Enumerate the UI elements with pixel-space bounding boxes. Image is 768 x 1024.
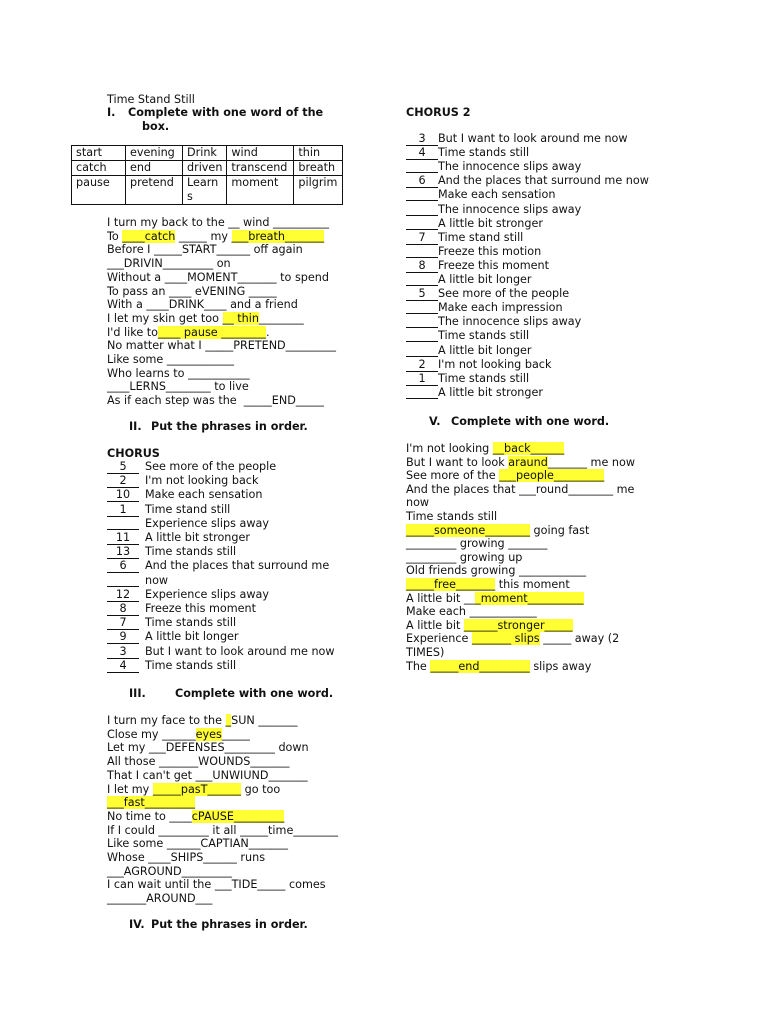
order-number-blank: 1 [107,504,139,517]
order-number-blank [406,245,438,258]
order-phrase: A little bit stronger [438,216,543,230]
word-box-cell: Learn s [183,176,227,205]
order-number [406,301,438,314]
order-number-blank: 5 [107,461,139,474]
order-phrase: Experience slips away [145,516,269,530]
section-1-heading-line1: Complete with one word of the [128,106,324,119]
order-phrase: See more of the people [145,460,277,473]
lyric-text: I turn my face to the [107,714,226,727]
order-phrase: Time stands still [438,371,530,385]
word-box-cell: start [72,146,126,161]
order-number [107,488,139,502]
lyric-line [107,298,298,311]
order-number [406,358,438,372]
word-box-cell: moment [227,176,294,205]
order-number-blank: 6 [406,175,438,188]
highlighted-answer: ____ pause ________ [158,325,266,339]
lyric-text: Old friends growing ____________ [406,564,587,578]
lyric-line [406,646,444,659]
order-phrase: A little bit longer [145,630,239,644]
lyric-text: Time stands still [406,510,498,523]
order-phrase: Freeze this moment [438,258,550,272]
order-phrase: Make each sensation [438,188,556,202]
lyric-line [107,824,338,837]
highlighted-answer: ______stronger_____ [463,618,573,632]
word-box-table [71,145,343,205]
lyric-text: _____ away (2 [539,632,620,646]
order-phrase: And the places that surround me [145,559,330,573]
lyric-text: Like some ______CAPTIAN_______ [107,837,288,851]
lyric-text: I'm not looking [406,442,493,455]
lyric-text: _________ growing up [406,550,523,564]
order-number [107,616,139,630]
order-number-blank: 5 [406,288,438,301]
order-number [107,559,139,573]
order-phrase: A little bit longer [438,343,532,357]
order-number-blank: 2 [107,475,139,488]
lyric-text: . [266,325,270,339]
order-number-blank [107,574,139,587]
order-number-blank: 7 [107,617,139,630]
word-box-row [72,176,343,205]
lyric-text: now [406,496,430,510]
order-phrase: Time stand still [145,502,231,516]
order-number-blank [406,344,438,357]
lyric-text: I let my skin get too [107,311,223,325]
word-box-row [72,146,343,161]
lyric-text: ___AGROUND_________ [107,864,233,878]
order-phrase: Time stands still [145,658,237,672]
lyric-line [107,714,298,727]
lyric-line [107,367,250,380]
lyric-line [406,442,564,455]
order-phrase: Time stands still [145,616,237,630]
order-phrase: The innocence slips away [438,202,582,216]
order-phrase: Make each impression [438,301,563,315]
lyric-line [107,380,249,393]
lyric-line [107,271,329,284]
order-number-blank: 4 [406,147,438,160]
lyric-text: slips away [529,659,592,673]
order-phrase: Make each sensation [145,488,263,502]
lyric-line [406,578,570,591]
lyric-line [107,257,231,270]
order-number-blank: 8 [406,260,438,273]
highlighted-answer: _______ slips [471,632,540,646]
order-phrase: A little bit longer [438,273,532,286]
lyric-line [406,619,573,632]
order-number [406,188,438,201]
lyric-line [107,865,232,878]
order-number [107,645,139,659]
order-number-blank [406,301,438,314]
order-number-blank: 6 [107,560,139,573]
order-number-blank: 8 [107,603,139,616]
order-number [107,588,139,602]
lyric-text: No matter what I _____PRETEND_________ [107,339,337,353]
lyric-line [406,537,547,550]
lyric-text: ________ [258,311,304,325]
order-number [406,132,438,146]
highlighted-answer: ___fast_________ [107,796,196,810]
section-2-heading: Put the phrases in order. [151,420,308,433]
highlighted-answer: _____someone________ [406,523,530,537]
lyric-line [107,216,329,229]
lyric-text: ____LERNS________ to live [107,380,249,394]
order-number [406,273,438,286]
word-box-cell: Drink [183,146,227,161]
word-box-cell: pretend [126,176,183,205]
order-number-blank: 13 [107,546,139,559]
order-phrase: A little bit stronger [438,385,543,399]
order-number [107,630,139,644]
lyric-text: To [107,229,123,243]
order-number [406,146,438,160]
lyric-text: All those _______WOUNDS_______ [107,755,290,769]
lyric-line [406,632,619,645]
lyric-line [406,456,635,469]
lyric-line [107,394,324,407]
order-phrase: The innocence slips away [438,160,582,174]
lyric-line [107,769,308,782]
word-box-cell: driven [183,161,227,176]
lyric-text: Whose ____SHIPS______ runs [107,851,266,864]
lyric-line [406,524,589,537]
highlighted-answer: _____free_______ [406,578,496,591]
highlighted-answer: _____end_________ [430,659,530,673]
lyric-text: Experience [406,632,472,646]
lyric-text: That I can't get ___UNWIUND_______ [107,768,308,782]
order-number [406,329,438,342]
order-phrase: now [145,573,169,587]
order-number [406,344,438,357]
order-number-blank: 4 [107,660,139,673]
word-box-cell: transcend [227,161,294,176]
order-phrase: Time stands still [438,146,530,160]
order-phrase: Freeze this motion [438,244,542,258]
order-number-blank [406,160,438,173]
section-5-heading: Complete with one word. [451,415,610,428]
order-number [406,259,438,273]
lyric-text: SUN _______ [231,714,298,727]
order-number [406,372,438,386]
order-number [107,517,139,530]
order-number-blank: 3 [406,133,438,146]
lyric-text: But I want to look [406,455,509,469]
order-number-blank [406,386,438,399]
order-number [406,231,438,245]
section-5-numeral: V. [429,415,441,428]
lyric-line [107,837,288,850]
order-number [406,386,438,399]
lyric-line [406,564,586,577]
lyric-text: TIMES) [406,646,445,659]
order-number [406,174,438,188]
section-4-heading: Put the phrases in order. [151,918,308,931]
lyric-text: Let my ___DEFENSES_________ down [107,741,309,755]
highlighted-answer: ___people_________ [499,469,605,483]
order-number-blank: 10 [107,489,139,502]
highlighted-answer: cPAUSE_________ [191,809,285,823]
lyric-line [406,510,497,523]
order-number [406,315,438,328]
order-phrase: I'm not looking back [438,357,552,371]
section-1-numeral: I. [107,106,116,119]
highlighted-answer: eyes [195,727,222,741]
order-phrase: I'm not looking back [145,474,259,488]
highlighted-answer: ___breath_______ [231,229,325,243]
highlighted-answer: __ thin [222,311,259,325]
highlighted-answer: araund [508,455,548,469]
order-phrase: And the places that surround me now [438,174,649,188]
lyric-line [107,728,250,741]
lyric-text: Without a ____MOMENT_______ to spend [107,270,329,284]
order-phrase: Experience slips away [145,587,269,601]
order-number [406,217,438,230]
lyric-line [406,592,584,605]
order-number-blank [406,273,438,286]
word-box-cell: wind [227,146,294,161]
order-number-blank: 9 [107,631,139,644]
order-number-blank: 11 [107,532,139,545]
order-number [107,659,139,673]
order-number-blank: 2 [406,359,438,372]
lyric-text: I'd like to [107,325,158,339]
lyric-line [107,783,280,796]
lyric-line [107,892,212,905]
lyric-text: If I could _________ it all _____time________ [107,823,339,837]
order-phrase: But I want to look around me now [145,644,335,658]
lyric-text: See more of the [406,469,500,483]
lyric-text: I can wait until the ___TIDE_____ comes [107,878,326,892]
order-phrase: Time stands still [438,329,530,343]
lyric-line [107,312,304,325]
lyric-text: A little bit [406,618,464,632]
lyric-text: Like some ____________ [107,353,234,366]
lyric-line [107,810,284,823]
lyric-line [107,851,265,864]
order-number [406,287,438,301]
order-number [107,574,139,587]
lyric-line [107,326,270,339]
lyric-text: Close my ______ [107,727,196,741]
order-phrase: Time stand still [438,230,524,244]
lyric-line [406,551,522,564]
order-number [406,203,438,216]
order-number-blank: 1 [406,373,438,386]
word-box-cell: breath [294,161,343,176]
order-number [406,160,438,173]
lyric-text: I turn my back to the __ wind __________ [107,216,329,229]
lyric-line [107,243,303,256]
order-number [107,531,139,545]
lyric-line [406,605,537,618]
lyric-line [406,496,429,509]
section-1-heading-line2: box. [142,120,170,133]
section-3-heading: Complete with one word. [175,687,334,700]
lyric-line [107,796,195,809]
chorus-2-label: CHORUS 2 [406,106,471,119]
lyric-line [107,339,336,352]
lyric-text: _________ growing _______ [406,537,548,551]
lyric-text: going fast [530,523,590,537]
highlighted-answer: ____catch [122,229,176,243]
chorus-label: CHORUS [107,447,160,460]
word-box-row [72,161,343,176]
lyric-line [406,660,591,673]
lyric-line [107,353,234,366]
lyric-text: this moment [495,578,570,591]
highlighted-answer: __back______ [492,442,565,455]
highlighted-answer: _ [225,714,232,727]
section-4-numeral: IV. [129,918,145,931]
order-number [107,460,139,474]
lyric-text: To pass an ____ eVENING _____ [107,284,277,298]
order-number-blank: 3 [107,646,139,659]
order-number [107,503,139,517]
word-box-cell: thin [294,146,343,161]
lyric-text: I let my [107,782,153,796]
highlighted-answer: _____pasT______ [152,782,242,796]
lyric-text: A little bit __ [406,591,476,605]
lyric-line [107,285,277,298]
section-2-numeral: II. [129,420,142,433]
lyric-text: Before I _____START______ off again [107,243,303,257]
word-box-cell: end [126,161,183,176]
worksheet-title: Time Stand Still [107,93,195,106]
lyric-text: Make each ____________ [406,605,537,619]
lyric-text: _______ me now [547,455,635,469]
order-phrase: See more of the people [438,287,570,301]
word-box-cell: pilgrim [294,176,343,205]
highlighted-answer: _moment__________ [475,591,584,605]
lyric-line [107,741,309,754]
order-number-blank [406,188,438,201]
word-box-cell: pause [72,176,126,205]
lyric-text: And the places that ___round________ me [406,482,635,496]
order-number [107,474,139,488]
lyric-line [406,469,604,482]
order-number-blank: 12 [107,589,139,602]
order-phrase: Time stands still [145,545,237,559]
lyric-text: No time to ____ [107,809,192,823]
order-number-blank [107,517,139,530]
lyric-line [406,483,634,496]
order-number-blank [406,315,438,328]
lyric-text: _____ my [175,229,232,243]
lyric-text: _______AROUND___ [107,892,213,906]
section-3-numeral: III. [129,687,146,700]
lyric-text: ___DRIVIN_________ on [107,257,231,271]
lyric-text: go too [241,782,281,796]
lyric-text: As if each step was the _____END_____ [107,394,324,408]
lyric-text: Who learns to ___________ [107,366,250,380]
lyric-line [107,755,289,768]
lyric-line [107,230,324,243]
lyric-line [107,878,326,891]
order-phrase: A little bit stronger [145,531,250,544]
order-number-blank [406,203,438,216]
order-phrase: Freeze this moment [145,602,257,615]
order-number-blank: 7 [406,232,438,245]
lyric-text: _____ [221,727,250,741]
order-number [107,545,139,559]
order-number-blank [406,329,438,342]
order-phrase: The innocence slips away [438,315,582,329]
order-number [406,245,438,258]
order-phrase: But I want to look around me now [438,132,628,145]
order-number-blank [406,217,438,230]
lyric-text: With a ____DRINK____ and a friend [107,298,298,312]
word-box-cell: evening [126,146,183,161]
lyric-text: The [406,659,431,673]
word-box-cell: catch [72,161,126,176]
order-number [107,602,139,616]
